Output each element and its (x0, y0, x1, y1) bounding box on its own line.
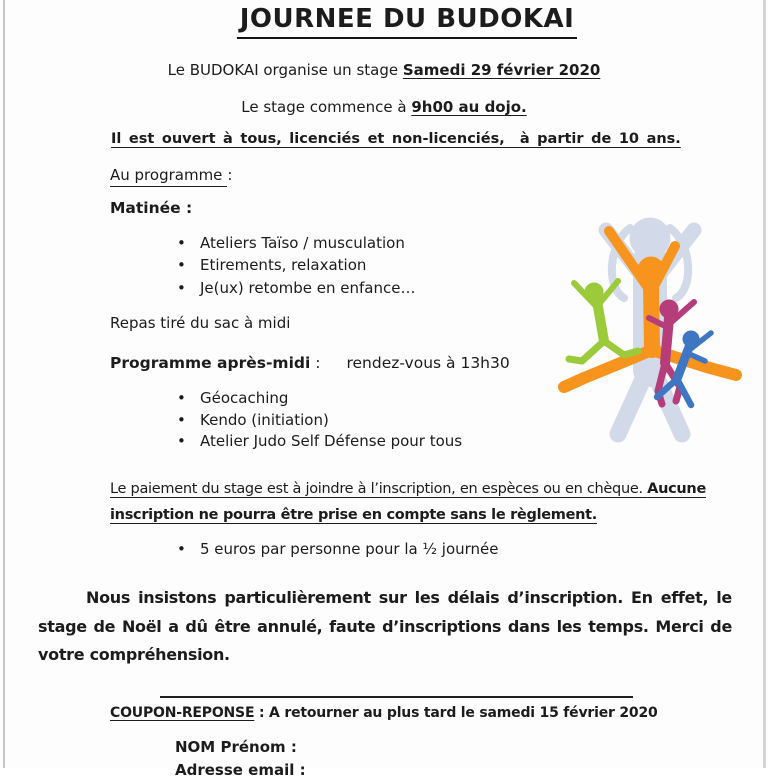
list-item-label: Je(ux) retombe en enfance… (200, 278, 416, 297)
bullet-icon: • (177, 432, 186, 451)
afternoon-list (177, 389, 462, 454)
jumping-people-illustration (552, 204, 764, 444)
page-title-text: JOURNEE DU BUDOKAI (237, 4, 578, 39)
bullet-icon: • (177, 410, 186, 429)
list-item (177, 389, 462, 411)
start-line (0, 98, 768, 116)
coupon-deadline: : A retourner au plus tard le samedi 15 février 2020 (254, 705, 658, 721)
start-time: 9h00 au dojo. (411, 98, 527, 116)
intro-prefix: Le BUDOKAI organise un stage (167, 61, 403, 79)
bullet-icon: • (177, 256, 186, 275)
coupon-line (110, 705, 658, 721)
coupon-field-email: Adresse email : (175, 761, 306, 779)
payment-paragraph (110, 477, 706, 528)
figure-green (569, 281, 638, 361)
afternoon-heading-line (110, 354, 510, 372)
bullet-icon: • (177, 234, 186, 252)
list-item (177, 432, 462, 454)
program-heading (110, 166, 232, 184)
bullet-icon: • (177, 278, 186, 297)
payment-text-bold: Aucune inscription ne pourra être prise en compte sans le règlement. (110, 481, 706, 523)
afternoon-heading: Programme après-midi (110, 354, 311, 372)
coupon-label: COUPON-REPONSE (110, 705, 255, 721)
program-heading-colon: : (227, 166, 233, 184)
bullet-icon: • (177, 389, 186, 407)
list-item (177, 411, 462, 433)
eligibility-line: Il est ouvert à tous, licenciés et non-licenciés, à partir de 10 ans. (111, 131, 681, 147)
list-item (177, 279, 415, 301)
program-heading-label: Au programme (110, 166, 227, 187)
list-item-label: Atelier Judo Self Défense pour tous (200, 432, 463, 451)
afternoon-heading-colon: : (310, 354, 321, 372)
list-item-label: Etirements, relaxation (200, 256, 367, 275)
price-label: 5 euros par personne pour la ½ journée (200, 540, 499, 558)
list-item (177, 256, 415, 278)
coupon-field-name: NOM Prénom : (175, 738, 297, 756)
list-item-label: Géocaching (200, 389, 289, 407)
list-item-label: Ateliers Taïso / musculation (200, 234, 405, 252)
list-item (177, 234, 415, 256)
list-item-label: Kendo (initiation) (200, 410, 329, 429)
notice-paragraph: Nous insistons particulièrement sur les délais d’inscription. En effet, le stage de Noël a dû être annulé, faute d’inscriptions dans les temps. Merci de votre compréhension. (38, 588, 732, 665)
payment-text-normal: Le paiement du stage est à joindre à l’inscription, en espèces ou en chèque. (110, 481, 648, 497)
bullet-icon: • (177, 540, 186, 558)
intro-line (0, 61, 768, 79)
coupon-separator-line (160, 696, 633, 698)
price-line (177, 540, 499, 558)
afternoon-meeting-time: rendez-vous à 13h30 (346, 354, 510, 372)
start-prefix: Le stage commence à (241, 98, 412, 116)
list-item (177, 540, 499, 558)
morning-heading: Matinée : (110, 199, 193, 217)
event-date: Samedi 29 février 2020 (402, 61, 601, 79)
page-title (46, 4, 768, 39)
lunch-line: Repas tiré du sac à midi (110, 314, 291, 332)
morning-list (177, 234, 415, 301)
